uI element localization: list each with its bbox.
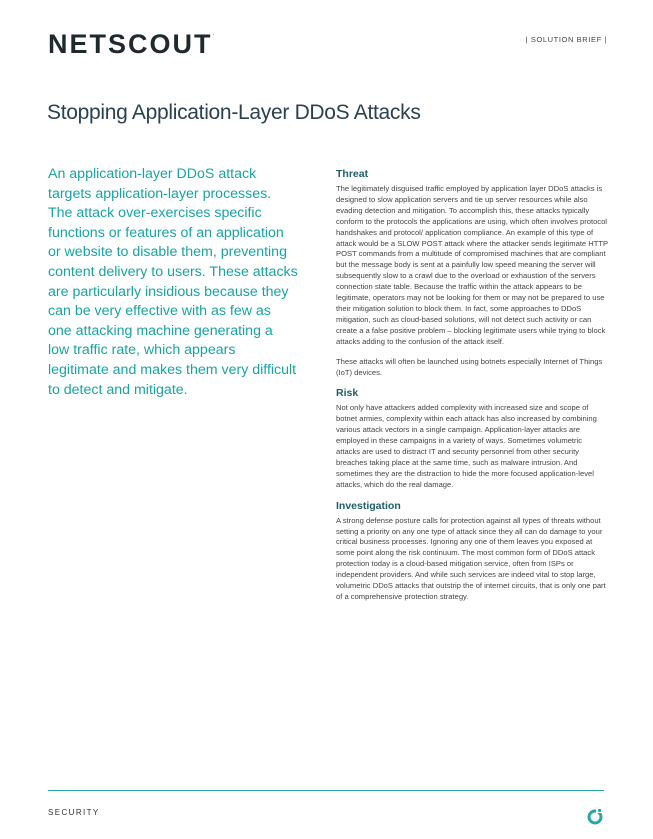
netscout-o-icon	[586, 807, 604, 825]
threat-paragraph-1: The legitimately disguised traffic employed by application layer DDoS attacks is designed to slow application servers and tie up server resources while also evading detection and mitigation. To accomplish this, these attacks typically conform to the protocols the applications are using, which often involves protocol handshakes and protocol/ application compliance. An example of this type of attack would be a SLOW POST attack where the attacker sends legitimate HTTP POST commands from a multitude of compromised machines that are compliant but the message body is sent at a painfully low speed meaning the server will subsequently slow to a crawl due to the overload or exhaustion of the servers connection state table. Because the traffic within the attack appears to be legitimate, operators may not be looking for them or may not be prepared to use their mitigation solution to block them. In fact, some approaches to DDoS mitigation, such as cloud-based solutions, will not detect such activity or can create a a false positive problem – blocking legitimate users while trying to block attacks adding to the confusion of the attack itself.	[336, 184, 608, 346]
intro-paragraph: An application-layer DDoS attack targets application-layer processes. The attack over-exercises specific functions or features of an application or website to disable them, preventing content delivery to users. These attacks are particularly insidious because they can be very effective with as few as one attacking machine generating a low traffic rate, which appears legitimate and makes them very difficult to detect and mitigate.	[48, 166, 298, 398]
page-title: Stopping Application-Layer DDoS Attacks	[47, 101, 421, 124]
doc-type-label: | SOLUTION BRIEF |	[525, 35, 607, 44]
risk-paragraph: Not only have attackers added complexity with increased size and scope of botnet armies, complexity within each attack has also increased by combining various attack vectors in a single campaign. Application-layer attacks are employed in these campaigns in a variety of ways. Sometimes volumetric attacks are used to distract IT and security personnel from other security breaches taking place at the same time, such as malware intrusion. And sometimes they are the distraction to hide the more focused application-level attacks, which do the real damage.	[336, 403, 597, 489]
footer-label: SECURITY	[48, 808, 100, 817]
footer-divider	[48, 790, 604, 791]
threat-paragraph-2: These attacks will often be launched using botnets especially Internet of Things (IoT) devices.	[336, 356, 603, 377]
investigation-heading: Investigation	[336, 499, 401, 512]
threat-section	[336, 168, 608, 378]
risk-heading: Risk	[336, 387, 359, 400]
netscout-logo: NETSCOUT.	[48, 29, 215, 59]
threat-heading: Threat	[336, 168, 369, 180]
risk-section	[336, 387, 608, 490]
content-column	[336, 168, 608, 612]
investigation-paragraph: A strong defense posture calls for protection against all types of threats without setting a priority on any one type of attack since they all can do damage to your critical business processes. Ignoring any one of them leaves you exposed at some point along the risk continuum. The most common form of DDoS attack protection today is a cloud-based mitigation service, often from ISPs or independent providers. And while such services are indeed vital to stop large, volumetric DDoS attacks that outstrip the of internet circuits, that is only one part of a comprehensive protection strategy.	[336, 515, 606, 601]
investigation-section	[336, 500, 608, 603]
